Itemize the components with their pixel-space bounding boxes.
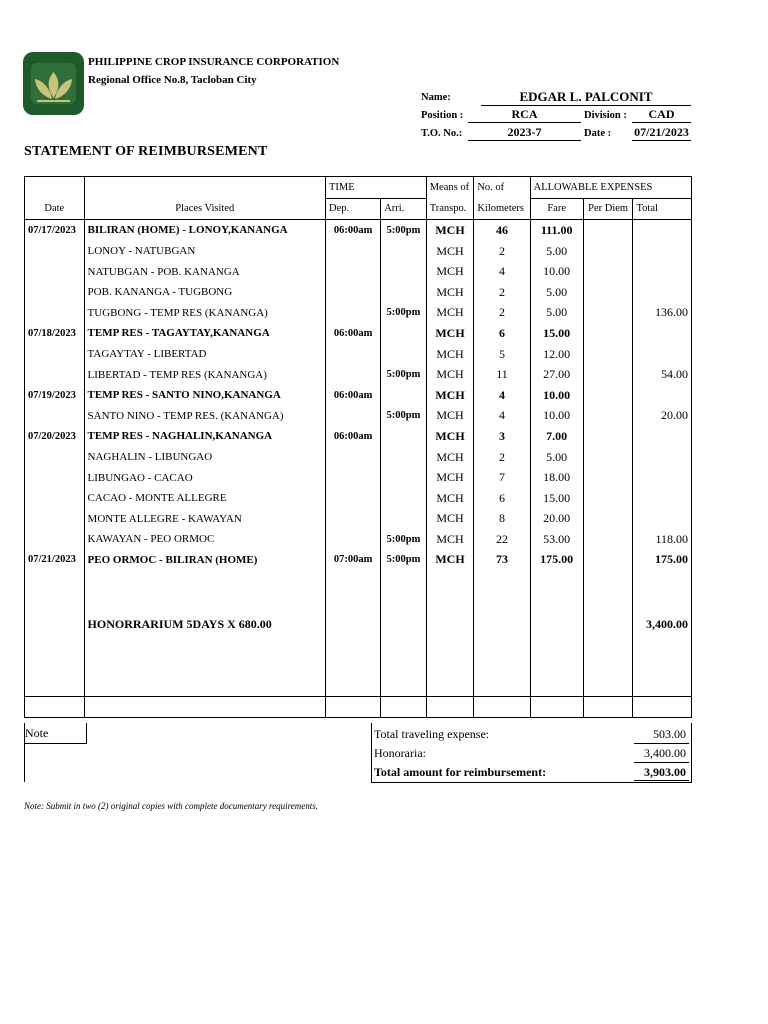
note-left-border — [24, 743, 25, 782]
row-fare: 5.00 — [530, 303, 583, 324]
row-fare: 10.00 — [530, 406, 583, 427]
row-date — [25, 282, 85, 303]
org-name: PHILIPPINE CROP INSURANCE CORPORATION — [88, 56, 340, 68]
row-km: 8 — [474, 509, 530, 530]
row-arrival — [381, 467, 426, 488]
row-place: POB. KANANGA - TUGBONG — [84, 282, 325, 303]
row-km: 6 — [474, 488, 530, 509]
row-place: TEMP RES - TAGAYTAY,KANANGA — [84, 323, 325, 344]
row-departure — [326, 467, 381, 488]
row-date: 07/17/2023 — [25, 220, 85, 241]
row-km: 4 — [474, 385, 530, 406]
summary-divider — [371, 723, 372, 782]
row-place: LONOY - NATUBGAN — [84, 241, 325, 262]
footer-note: Note: Submit in two (2) original copies with complete documentary requirements. — [24, 801, 319, 811]
position-label: Position : — [421, 110, 464, 121]
row-arrival — [381, 241, 426, 262]
row-per-diem — [583, 220, 633, 241]
row-km: 3 — [474, 426, 530, 447]
row-means: MCH — [426, 364, 474, 385]
row-per-diem — [583, 509, 633, 530]
itinerary-row — [25, 447, 692, 468]
row-per-diem — [583, 261, 633, 282]
row-arrival: 5:00pm — [381, 550, 426, 571]
row-means: MCH — [426, 261, 474, 282]
page-title: STATEMENT OF REIMBURSEMENT — [24, 144, 268, 159]
row-per-diem — [583, 529, 633, 550]
row-fare: 10.00 — [530, 261, 583, 282]
row-km: 2 — [474, 282, 530, 303]
row-km: 7 — [474, 467, 530, 488]
row-date — [25, 241, 85, 262]
row-date — [25, 344, 85, 365]
row-departure — [326, 364, 381, 385]
row-km: 5 — [474, 344, 530, 365]
row-total — [633, 467, 692, 488]
row-total: 118.00 — [633, 529, 692, 550]
row-departure — [326, 241, 381, 262]
row-place: NATUBGAN - POB. KANANGA — [84, 261, 325, 282]
row-departure — [326, 447, 381, 468]
row-km: 4 — [474, 261, 530, 282]
row-departure: 07:00am — [326, 550, 381, 571]
honorarium-label: HONORRARIUM 5DAYS X 680.00 — [84, 610, 325, 638]
row-total — [633, 282, 692, 303]
header-allowable: ALLOWABLE EXPENSES — [530, 177, 691, 199]
row-place: TEMP RES - SANTO NINO,KANANGA — [84, 385, 325, 406]
row-place: NAGHALIN - LIBUNGAO — [84, 447, 325, 468]
row-per-diem — [583, 467, 633, 488]
row-date — [25, 509, 85, 530]
itinerary-row — [25, 282, 692, 303]
itinerary-row — [25, 550, 692, 571]
row-means: MCH — [426, 303, 474, 324]
row-total — [633, 261, 692, 282]
row-fare: 5.00 — [530, 241, 583, 262]
total-underline-1 — [634, 780, 689, 781]
row-total: 54.00 — [633, 364, 692, 385]
reimbursement-table — [24, 176, 692, 718]
itinerary-row — [25, 406, 692, 427]
date-label: Date : — [584, 128, 612, 139]
row-total — [633, 220, 692, 241]
itinerary-row — [25, 426, 692, 447]
row-per-diem — [583, 323, 633, 344]
row-fare: 18.00 — [530, 467, 583, 488]
row-means: MCH — [426, 241, 474, 262]
row-total — [633, 323, 692, 344]
row-date — [25, 303, 85, 324]
row-means: MCH — [426, 488, 474, 509]
itinerary-row — [25, 509, 692, 530]
row-place: BILIRAN (HOME) - LONOY,KANANGA — [84, 220, 325, 241]
name-value: EDGAR L. PALCONIT — [481, 89, 691, 106]
row-departure — [326, 406, 381, 427]
header-no-of: No. of — [474, 177, 530, 199]
row-fare: 27.00 — [530, 364, 583, 385]
row-place: TAGAYTAY - LIBERTAD — [84, 344, 325, 365]
row-date — [25, 467, 85, 488]
row-arrival — [381, 385, 426, 406]
row-km: 2 — [474, 303, 530, 324]
row-arrival: 5:00pm — [381, 364, 426, 385]
row-km: 73 — [474, 550, 530, 571]
header-date: Date — [25, 198, 85, 220]
row-date: 07/19/2023 — [25, 385, 85, 406]
row-departure — [326, 344, 381, 365]
itinerary-row — [25, 385, 692, 406]
itinerary-row — [25, 488, 692, 509]
itinerary-row — [25, 303, 692, 324]
row-arrival — [381, 447, 426, 468]
honoraria-label: Honoraria: — [374, 746, 426, 760]
row-means: MCH — [426, 550, 474, 571]
row-fare: 7.00 — [530, 426, 583, 447]
row-date: 07/21/2023 — [25, 550, 85, 571]
row-per-diem — [583, 406, 633, 427]
header-total: Total — [633, 198, 692, 220]
itinerary-row — [25, 261, 692, 282]
row-arrival: 5:00pm — [381, 406, 426, 427]
row-total — [633, 488, 692, 509]
row-means: MCH — [426, 509, 474, 530]
row-per-diem — [583, 385, 633, 406]
row-per-diem — [583, 488, 633, 509]
row-place: LIBUNGAO - CACAO — [84, 467, 325, 488]
row-total — [633, 241, 692, 262]
travel-expense-value: 503.00 — [653, 727, 686, 741]
header-per-diem: Per Diem — [583, 198, 633, 220]
row-means: MCH — [426, 220, 474, 241]
row-place: TUGBONG - TEMP RES (KANANGA) — [84, 303, 325, 324]
row-means: MCH — [426, 323, 474, 344]
row-km: 6 — [474, 323, 530, 344]
row-fare: 15.00 — [530, 323, 583, 344]
division-value: CAD — [632, 107, 691, 123]
header-places: Places Visited — [84, 198, 325, 220]
row-place: TEMP RES - NAGHALIN,KANANGA — [84, 426, 325, 447]
row-place: CACAO - MONTE ALLEGRE — [84, 488, 325, 509]
row-km: 4 — [474, 406, 530, 427]
to-no-value: 2023-7 — [468, 125, 581, 141]
summary-right-border — [691, 723, 692, 782]
row-fare: 111.00 — [530, 220, 583, 241]
itinerary-row — [25, 220, 692, 241]
itinerary-row — [25, 529, 692, 550]
row-date — [25, 447, 85, 468]
row-means: MCH — [426, 529, 474, 550]
row-departure: 06:00am — [326, 220, 381, 241]
row-per-diem — [583, 344, 633, 365]
row-per-diem — [583, 303, 633, 324]
itinerary-row — [25, 344, 692, 365]
row-date — [25, 488, 85, 509]
row-date — [25, 364, 85, 385]
row-departure: 06:00am — [326, 385, 381, 406]
row-means: MCH — [426, 282, 474, 303]
row-arrival — [381, 344, 426, 365]
itinerary-row — [25, 323, 692, 344]
row-arrival: 5:00pm — [381, 220, 426, 241]
itinerary-row — [25, 467, 692, 488]
row-per-diem — [583, 241, 633, 262]
row-date — [25, 529, 85, 550]
row-means: MCH — [426, 426, 474, 447]
header-means-of: Means of — [426, 177, 474, 199]
header-dep: Dep. — [326, 198, 381, 220]
row-total — [633, 385, 692, 406]
row-km: 2 — [474, 241, 530, 262]
row-per-diem — [583, 282, 633, 303]
row-departure — [326, 282, 381, 303]
header-fare: Fare — [530, 198, 583, 220]
pcic-logo-icon — [23, 52, 84, 115]
row-means: MCH — [426, 447, 474, 468]
row-fare: 15.00 — [530, 488, 583, 509]
row-per-diem — [583, 550, 633, 571]
row-departure — [326, 529, 381, 550]
row-fare: 175.00 — [530, 550, 583, 571]
division-label: Division : — [584, 110, 627, 121]
row-departure — [326, 509, 381, 530]
row-per-diem — [583, 364, 633, 385]
row-departure — [326, 261, 381, 282]
date-value: 07/21/2023 — [632, 125, 691, 141]
row-place: SANTO NINO - TEMP RES. (KANANGA) — [84, 406, 325, 427]
row-total: 20.00 — [633, 406, 692, 427]
row-total: 136.00 — [633, 303, 692, 324]
header-arri: Arri. — [381, 198, 426, 220]
row-km: 22 — [474, 529, 530, 550]
row-fare: 5.00 — [530, 447, 583, 468]
row-arrival — [381, 488, 426, 509]
header-km: Kilometers — [474, 198, 530, 220]
row-date: 07/20/2023 — [25, 426, 85, 447]
row-total — [633, 426, 692, 447]
row-arrival — [381, 323, 426, 344]
row-total: 175.00 — [633, 550, 692, 571]
row-departure — [326, 488, 381, 509]
row-arrival: 5:00pm — [381, 303, 426, 324]
itinerary-row — [25, 364, 692, 385]
row-fare: 20.00 — [530, 509, 583, 530]
office-name: Regional Office No.8, Tacloban City — [88, 74, 257, 86]
travel-underline — [634, 743, 689, 744]
honorarium-total: 3,400.00 — [633, 610, 692, 638]
row-means: MCH — [426, 406, 474, 427]
row-per-diem — [583, 426, 633, 447]
position-value: RCA — [468, 107, 581, 123]
row-km: 46 — [474, 220, 530, 241]
row-total — [633, 447, 692, 468]
header-time: TIME — [326, 177, 427, 199]
row-departure: 06:00am — [326, 323, 381, 344]
name-label: Name: — [421, 92, 451, 103]
to-no-label: T.O. No.: — [421, 128, 463, 139]
note-label: Note — [25, 726, 49, 740]
travel-expense-label: Total traveling expense: — [374, 727, 490, 741]
row-arrival — [381, 426, 426, 447]
row-arrival — [381, 261, 426, 282]
row-departure: 06:00am — [326, 426, 381, 447]
honoraria-value: 3,400.00 — [644, 746, 686, 760]
row-place: MONTE ALLEGRE - KAWAYAN — [84, 509, 325, 530]
row-arrival: 5:00pm — [381, 529, 426, 550]
row-date: 07/18/2023 — [25, 323, 85, 344]
row-total — [633, 344, 692, 365]
total-reimbursement-label: Total amount for reimbursement: — [374, 765, 547, 779]
row-total — [633, 509, 692, 530]
honoraria-underline — [634, 762, 689, 763]
row-arrival — [381, 509, 426, 530]
row-fare: 10.00 — [530, 385, 583, 406]
row-place: PEO ORMOC - BILIRAN (HOME) — [84, 550, 325, 571]
itinerary-row — [25, 241, 692, 262]
row-date — [25, 261, 85, 282]
total-reimbursement-value: 3,903.00 — [644, 765, 686, 779]
row-km: 2 — [474, 447, 530, 468]
row-km: 11 — [474, 364, 530, 385]
row-arrival — [381, 282, 426, 303]
summary-bottom-border — [371, 782, 692, 783]
row-departure — [326, 303, 381, 324]
row-means: MCH — [426, 467, 474, 488]
row-fare: 5.00 — [530, 282, 583, 303]
row-means: MCH — [426, 344, 474, 365]
row-per-diem — [583, 447, 633, 468]
row-fare: 53.00 — [530, 529, 583, 550]
row-means: MCH — [426, 385, 474, 406]
row-place: LIBERTAD - TEMP RES (KANANGA) — [84, 364, 325, 385]
header-transpo: Transpo. — [426, 198, 474, 220]
row-date — [25, 406, 85, 427]
row-place: KAWAYAN - PEO ORMOC — [84, 529, 325, 550]
row-fare: 12.00 — [530, 344, 583, 365]
